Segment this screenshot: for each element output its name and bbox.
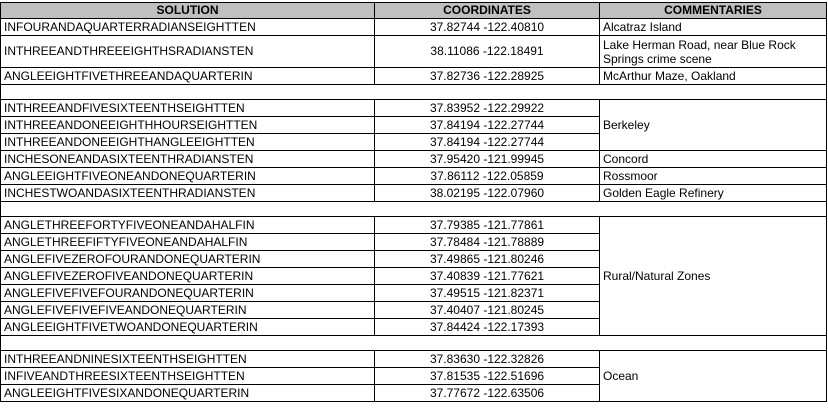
separator-cell <box>1 202 827 217</box>
coordinates-cell: 37.95420 -121.99945 <box>375 151 600 168</box>
coordinates-cell: 37.84194 -122.27744 <box>375 134 600 151</box>
table-row <box>1 351 827 368</box>
table-row <box>1 151 827 168</box>
coordinates-cell: 38.02195 -122.07960 <box>375 185 600 202</box>
commentary-cell: McArthur Maze, Oakland <box>600 68 827 85</box>
commentary-cell: Rural/Natural Zones <box>600 217 827 336</box>
coordinates-cell: 37.86112 -122.05859 <box>375 168 600 185</box>
coordinates-cell: 37.83630 -122.32826 <box>375 351 600 368</box>
solution-cell: ANGLEEIGHTFIVESIXANDONEQUARTERIN <box>1 385 375 402</box>
solution-cell: ANGLETHREEFORTYFIVEONEANDAHALFIN <box>1 217 375 234</box>
commentary-cell: Concord <box>600 151 827 168</box>
solution-cell: INCHESONEANDASIXTEENTHRADIANSTEN <box>1 151 375 168</box>
commentary-cell: Alcatraz Island <box>600 19 827 36</box>
separator-cell <box>1 85 827 100</box>
solution-cell: INFIVEANDTHREESIXTEENTHSEIGHTTEN <box>1 368 375 385</box>
coordinates-cell: 37.77672 -122.63506 <box>375 385 600 402</box>
group-separator-row <box>1 336 827 351</box>
header-solution: SOLUTION <box>1 3 375 19</box>
commentary-cell: Berkeley <box>600 100 827 151</box>
table-row <box>1 36 827 68</box>
solution-cell: ANGLEFIVEZEROFIVEANDONEQUARTERIN <box>1 268 375 285</box>
table-body <box>1 19 827 402</box>
header-row <box>1 3 827 19</box>
solutions-table <box>0 2 827 402</box>
coordinates-cell: 37.79385 -121.77861 <box>375 217 600 234</box>
coordinates-cell: 37.82744 -122.40810 <box>375 19 600 36</box>
table-row <box>1 168 827 185</box>
solution-cell: INTHREEANDONEEIGHTHANGLEEIGHTTEN <box>1 134 375 151</box>
coordinates-cell: 37.82736 -122.28925 <box>375 68 600 85</box>
solution-cell: ANGLEEIGHTFIVETWOANDONEQUARTERIN <box>1 319 375 336</box>
solution-cell: ANGLEEIGHTFIVETHREEANDAQUARTERIN <box>1 68 375 85</box>
commentary-cell: Rossmoor <box>600 168 827 185</box>
solution-cell: ANGLETHREEFIFTYFIVEONEANDAHALFIN <box>1 234 375 251</box>
group-separator-row <box>1 202 827 217</box>
header-coordinates: COORDINATES <box>375 3 600 19</box>
solution-cell: INTHREEANDTHREEEIGHTHSRADIANSTEN <box>1 36 375 68</box>
solution-cell: INTHREEANDONEEIGHTHHOURSEIGHTTEN <box>1 117 375 134</box>
solution-cell: INTHREEANDFIVESIXTEENTHSEIGHTTEN <box>1 100 375 117</box>
header-commentaries: COMMENTARIES <box>600 3 827 19</box>
solution-cell: ANGLEFIVEFIVEFIVEANDONEQUARTERIN <box>1 302 375 319</box>
coordinates-cell: 37.49865 -121.80246 <box>375 251 600 268</box>
coordinates-cell: 38.11086 -122.18491 <box>375 36 600 68</box>
solution-cell: ANGLEFIVEZEROFOURANDONEQUARTERIN <box>1 251 375 268</box>
coordinates-cell: 37.84194 -122.27744 <box>375 117 600 134</box>
solution-cell: INFOURANDAQUARTERRADIANSEIGHTTEN <box>1 19 375 36</box>
group-separator-row <box>1 85 827 100</box>
table-row <box>1 185 827 202</box>
table-row <box>1 217 827 234</box>
coordinates-cell: 37.40839 -121.77621 <box>375 268 600 285</box>
coordinates-cell: 37.49515 -121.82371 <box>375 285 600 302</box>
solution-cell: ANGLEEIGHTFIVEONEANDONEQUARTERIN <box>1 168 375 185</box>
table-row <box>1 19 827 36</box>
table-row <box>1 100 827 117</box>
coordinates-cell: 37.78484 -121.78889 <box>375 234 600 251</box>
solution-cell: INTHREEANDNINESIXTEENTHSEIGHTTEN <box>1 351 375 368</box>
coordinates-cell: 37.40407 -121.80245 <box>375 302 600 319</box>
commentary-cell: Lake Herman Road, near Blue Rock Springs crime scene <box>600 36 827 68</box>
solution-cell: ANGLEFIVEFIVEFOURANDONEQUARTERIN <box>1 285 375 302</box>
commentary-cell: Ocean <box>600 351 827 402</box>
coordinates-cell: 37.81535 -122.51696 <box>375 368 600 385</box>
coordinates-cell: 37.83952 -122.29922 <box>375 100 600 117</box>
commentary-cell: Golden Eagle Refinery <box>600 185 827 202</box>
table-row <box>1 68 827 85</box>
solution-cell: INCHESTWOANDASIXTEENTHRADIANSTEN <box>1 185 375 202</box>
coordinates-cell: 37.84424 -122.17393 <box>375 319 600 336</box>
separator-cell <box>1 336 827 351</box>
